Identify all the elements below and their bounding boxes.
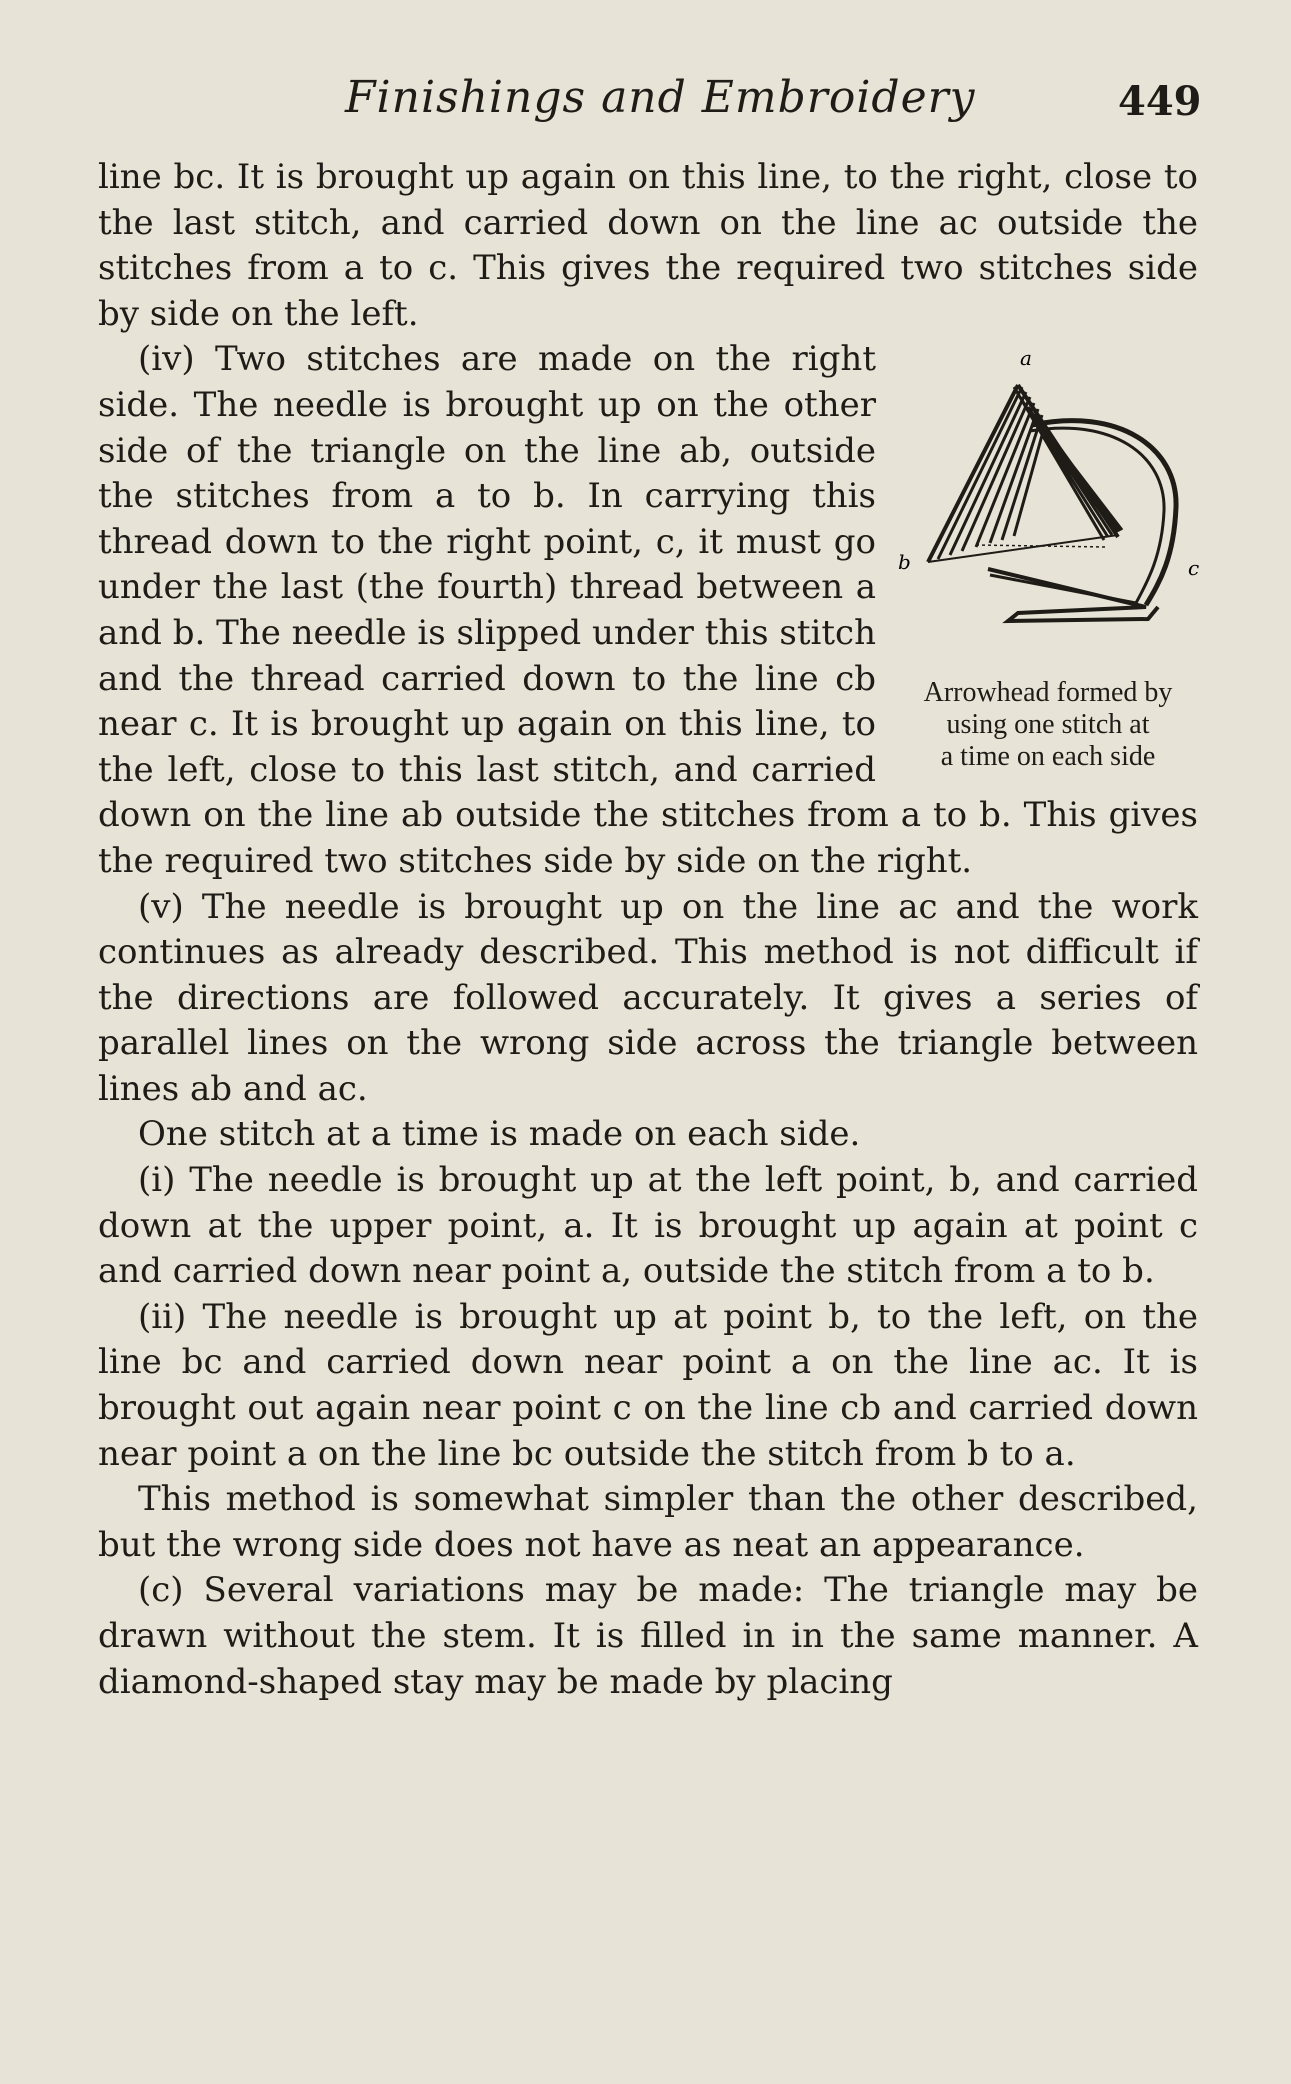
point-c-label: c xyxy=(1188,556,1200,581)
paragraph: (i) The needle is brought up at the left point, b, and carried down at the upper point, a. It is brought up again at point c and carried down near point a, outside the stitch from a to b. xyxy=(98,1160,1198,1292)
triangle-stitch-lines xyxy=(928,385,1176,621)
point-a-label: a xyxy=(1020,346,1032,371)
running-title: Finishings and Embroidery xyxy=(345,72,976,123)
page-number: 449 xyxy=(1118,78,1202,125)
caption-line: a time on each side xyxy=(940,741,1156,773)
arrowhead-figure xyxy=(898,337,1200,773)
figure-caption xyxy=(898,677,1198,773)
body-text xyxy=(98,155,1198,1705)
paragraph: line bc. It is brought up again on this line, to the right, close to the last stitch, and carried down on the line ac outside the stitches from a to c. This gives the required two stitches side by side on the left. xyxy=(98,157,1198,334)
arrowhead-illustration xyxy=(898,337,1198,667)
paragraph: (c) Several variations may be made: The triangle may be drawn without the stem. It is filled in in the same manner. A diamond-shaped stay may be made by placing xyxy=(98,1570,1198,1702)
caption-line: using one stitch at xyxy=(946,709,1150,741)
paragraph: (iv) Two stitches are made on the right side. The needle is brought up on the other side of the triangle on the line ab, outside the stitches from a to b. In carrying this thread down to the right point, c, it must go under the last (the fourth) thread between a and b. The needle is slipped under this stitch and the thread carried down to the line cb near c. It is brought up again on this line, to the left, close to this last stitch, and carried down on the line ab outside the stitches from a to b. This gives the required two stitches side by side on the right. xyxy=(98,339,1198,881)
caption-line: Arrowhead formed by xyxy=(923,677,1173,709)
paragraph: This method is somewhat simpler than the other described, but the wrong side does not have as neat an appearance. xyxy=(98,1479,1198,1565)
paragraph: (v) The needle is brought up on the line ac and the work continues as already described. This method is not difficult if the directions are followed accurately. It gives a series of parallel lines on the wrong side across the triangle between lines ab and ac. xyxy=(98,886,1198,1109)
point-b-label: b xyxy=(898,550,911,575)
paragraph: (ii) The needle is brought up at point b, to the left, on the line bc and carried down near point a on the line ac. It is brought out again near point c on the line cb and carried down near point a on the line bc outside the stitch from b to a. xyxy=(98,1296,1198,1474)
paragraph: One stitch at a time is made on each side. xyxy=(138,1114,861,1155)
